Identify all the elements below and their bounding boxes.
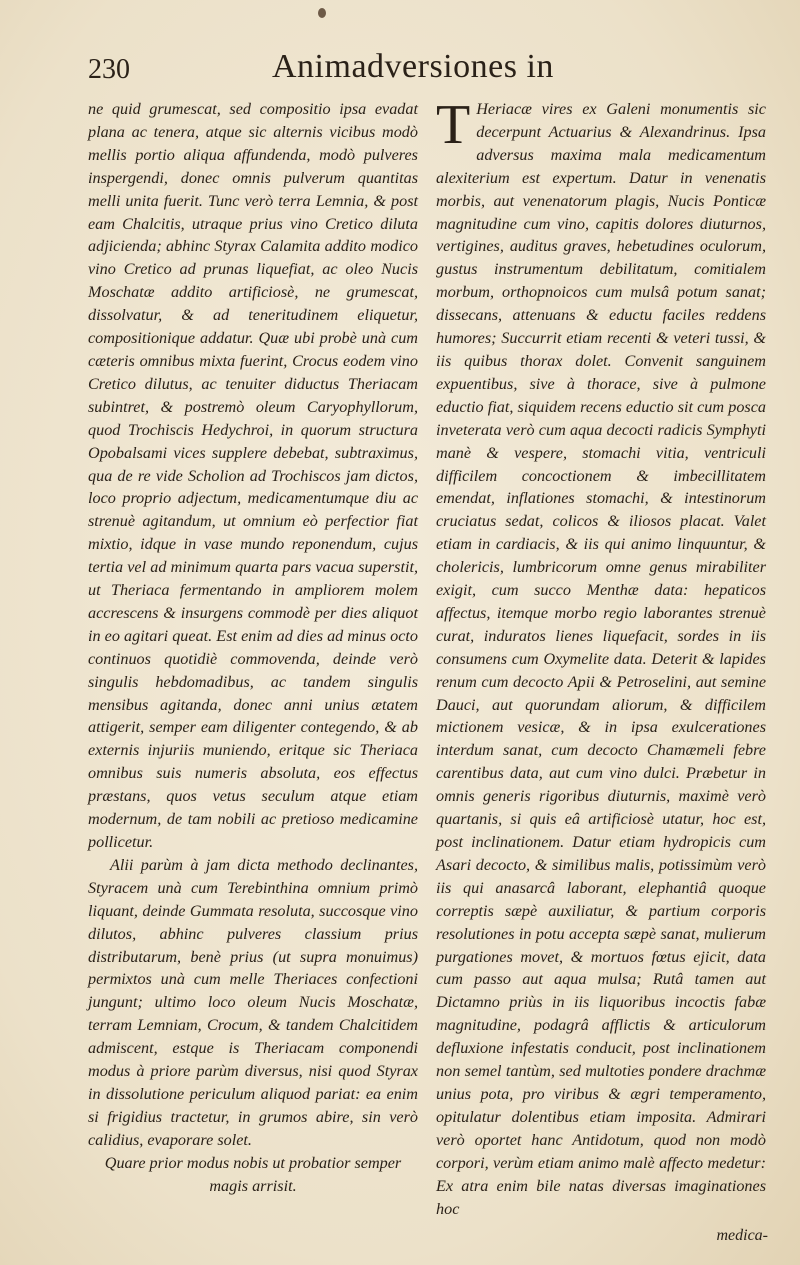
left-column <box>88 98 418 1198</box>
drop-cap: T <box>436 94 471 156</box>
page-number: 230 <box>88 54 130 85</box>
right-paragraph-1: Heriacæ vires ex Galeni monumentis sic decerpunt Actuarius & Alexandrinus. Ipsa adversus maxima mala medicamentum alexiterium est expertum. Datur in venenatis morbis, aut venenatorum plagis, Nucis Ponticæ magnitudine cum vino, capitis dolores diuturnos, vertigines, auditus graves, hebetudines oculorum, gustus instrumentum debilitatum, comitialem morbum, orthopnoicos cum mulsâ potum sanat; dissecans, attenuans & eductu faciles reddens humores; Succurrit etiam recenti & veteri tussi, & iis quibus thorax dolet. Convenit sanguinem expuentibus, sive à thorace, sive à pulmone eductio fiat, siquidem recens eductio sit cum posca inveterata verò cum aqua decocti radicis Symphyti manè & vespere, stomachi vitia, ventriculi difficilem concoctionem & imbecillitatem emendat, inflationes stomachi, & intestinorum cruciatus sedat, colicos & iliosos placat. Valet etiam in cardiacis, & iis qui animo linquuntur, & cholericis, lumbricorum omne genus mirabiliter exigit, cum succo Menthæ data: hepaticos affectus, itemque morbo regio laborantes strenuè curat, induratos lienes liquefacit, sordes in iis consumens cum Oxymelite data. Deterit & lapides renum cum decocto Apii & Petroselini, aut semine Dauci, aut quorundam aliorum, & difficilem mictionem vesicæ, & in ipsa exulcerationes interdum sanat, cum decocto Chamæmeli febre carentibus data, aut cum vino dulci. Præbetur in omnis generis rigoribus diuturnis, maximè verò quartanis, si quis eâ artificiosè utatur, hoc est, post inclinationem. Datur etiam hydropicis cum Asari decocto, & similibus malis, potissimùm verò iis qui anasarcâ laborant, elephantiâ quoque correptis sæpè auxiliatur, & partium corporis resolutiones in potu accepta sæpè sanat, mulierum purgationes movet, & mortuos fœtus ejicit, data cum passo aut aqua mulsa; Rutâ tamen aut Dictamno priùs in iis liquoribus incoctis fabæ magnitudine, podagrâ afflictis & articulorum defluxione infestatis conducit, post inclinationem non semel tantùm, sed multoties pondere drachmæ unius pota, pro viribus & ægri temperamento, opitulatur dolentibus etiam imposita. Admirari verò oportet hanc Antidotum, quod non modò corpori, verùm etiam animo malè affecto medetur: Ex atra enim bile natas diversas imaginationes hoc <box>436 100 766 1218</box>
page-header <box>88 48 768 90</box>
catchword: medica- <box>716 1227 768 1244</box>
left-paragraph-2: Alii parùm à jam dicta methodo declinantes, Styracem unà cum Terebinthina omnium primò liquant, deinde Gummata resoluta, succosque vino dilutos, abhinc pulveres classium prius distributarum, benè prius (ut supra monuimus) permixtos unà cum melle Theriaces confectioni jungunt; ultimo loco oleum Nucis Moschatæ, terram Lemniam, Crocum, & tandem Chalcitidem admiscent, estque is Theriacam componendi modus à priore parùm diversus, nisi quod Styrax in dissolutione periculum aliquod pariat: ea enim si frigidius tractetur, in grumos abire, sin verò calidius, evaporare solet. <box>88 855 418 1149</box>
ink-spot <box>318 8 326 18</box>
left-closing-line: Quare prior modus nobis ut probatior semper magis arrisit. <box>104 1153 402 1195</box>
running-title: Animadversiones in <box>272 48 554 85</box>
left-paragraph-1: ne quid grumescat, sed compositio ipsa evadat plana ac tenera, atque sic alternis vicibus modò mellis portio aliqua affundenda, modò pulveres inspergendi, donec omnis pulverum quantitas melli unita fuerit. Tunc verò terra Lemnia, & post eam Chalcitis, utraque prius vino Cretico diluta adjicienda; abhinc Styrax Calamita addito modico vino Cretico ad prunas liquefiat, ac oleo Nucis Moschatæ addito artificiosè, ne grumescat, dissolvatur, & ad teneritudinem eliquetur, compositionique addatur. Quæ ubi probè unà cum cæteris omnibus mixta fuerint, Crocus eodem vino Cretico dilutus, ac tenuiter diductus Theriacam subintret, & postremò oleum Caryophyllorum, quod Trochiscis Hedychroi, in quorum structura Opobalsami vices supplere debebat, subtraximus, qua de re vide Scholion ad Trochiscos jam dictos, loco proprio adjectum, medicamentumque diu ac strenuè agitandum, ut omnium eò perfectior fiat mixtio, idque in vase mundo reponendum, cujus tertia vel ad minimum quarta pars vacua superstit, ut Theriaca fermentando in ampliorem molem accrescens & insurgens commodè per dies aliquot in eo agitari queat. Est enim ad dies ad minus octo continuos quotidiè commovenda, deinde verò singulis hebdomadibus, ac tandem singulis mensibus agitanda, donec anni unius ætatem attigerit, semper eam diligenter contegendo, & ab externis injuriis muniendo, eritque sic Theriaca omnibus suis numeris absoluta, eos effectus præstans, quos vetus seculum atque etiam modernum, de tam nobili ac pretioso medicamine pollicetur. <box>88 100 418 851</box>
right-column <box>436 94 766 1220</box>
